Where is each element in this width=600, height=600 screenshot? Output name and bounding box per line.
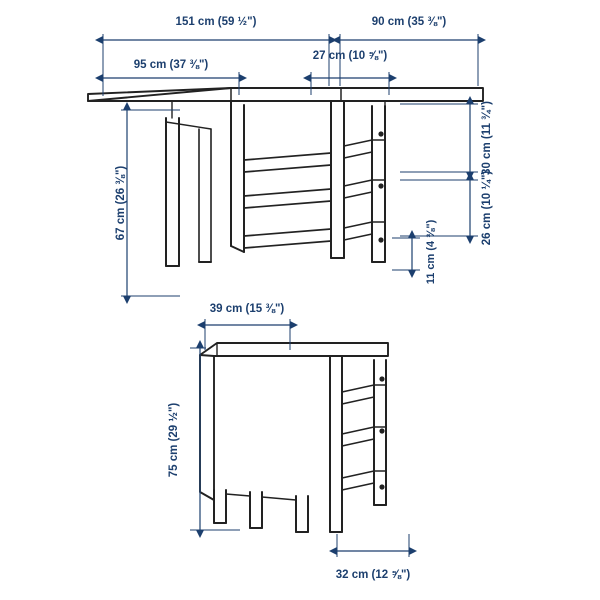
open-table-view <box>88 88 483 266</box>
dim-label-leaf-27: 27 cm (10 ⅝") <box>312 50 388 62</box>
dim-label-width-95: 95 cm (37 ⅜") <box>133 59 209 71</box>
dim-label-depth-90: 90 cm (35 ⅜") <box>371 16 447 28</box>
dim-label-height-75: 75 cm (29 ½") <box>168 402 180 478</box>
folded-table-view <box>200 343 388 532</box>
dim-label-shelf-30: 30 cm (11 ¾") <box>481 101 493 175</box>
dim-label-gap-11: 11 cm (4 ⅜") <box>425 219 437 285</box>
dimension-lines <box>103 34 478 557</box>
dim-label-width-39: 39 cm (15 ⅜") <box>209 303 285 315</box>
dim-label-width-151: 151 cm (59 ½") <box>175 16 257 28</box>
dim-label-height-67: 67 cm (26 ⅜") <box>115 165 127 241</box>
dim-label-shelf-26: 26 cm (10 ¼") <box>481 170 493 246</box>
dim-label-depth-32: 32 cm (12 ⅝") <box>335 569 411 581</box>
